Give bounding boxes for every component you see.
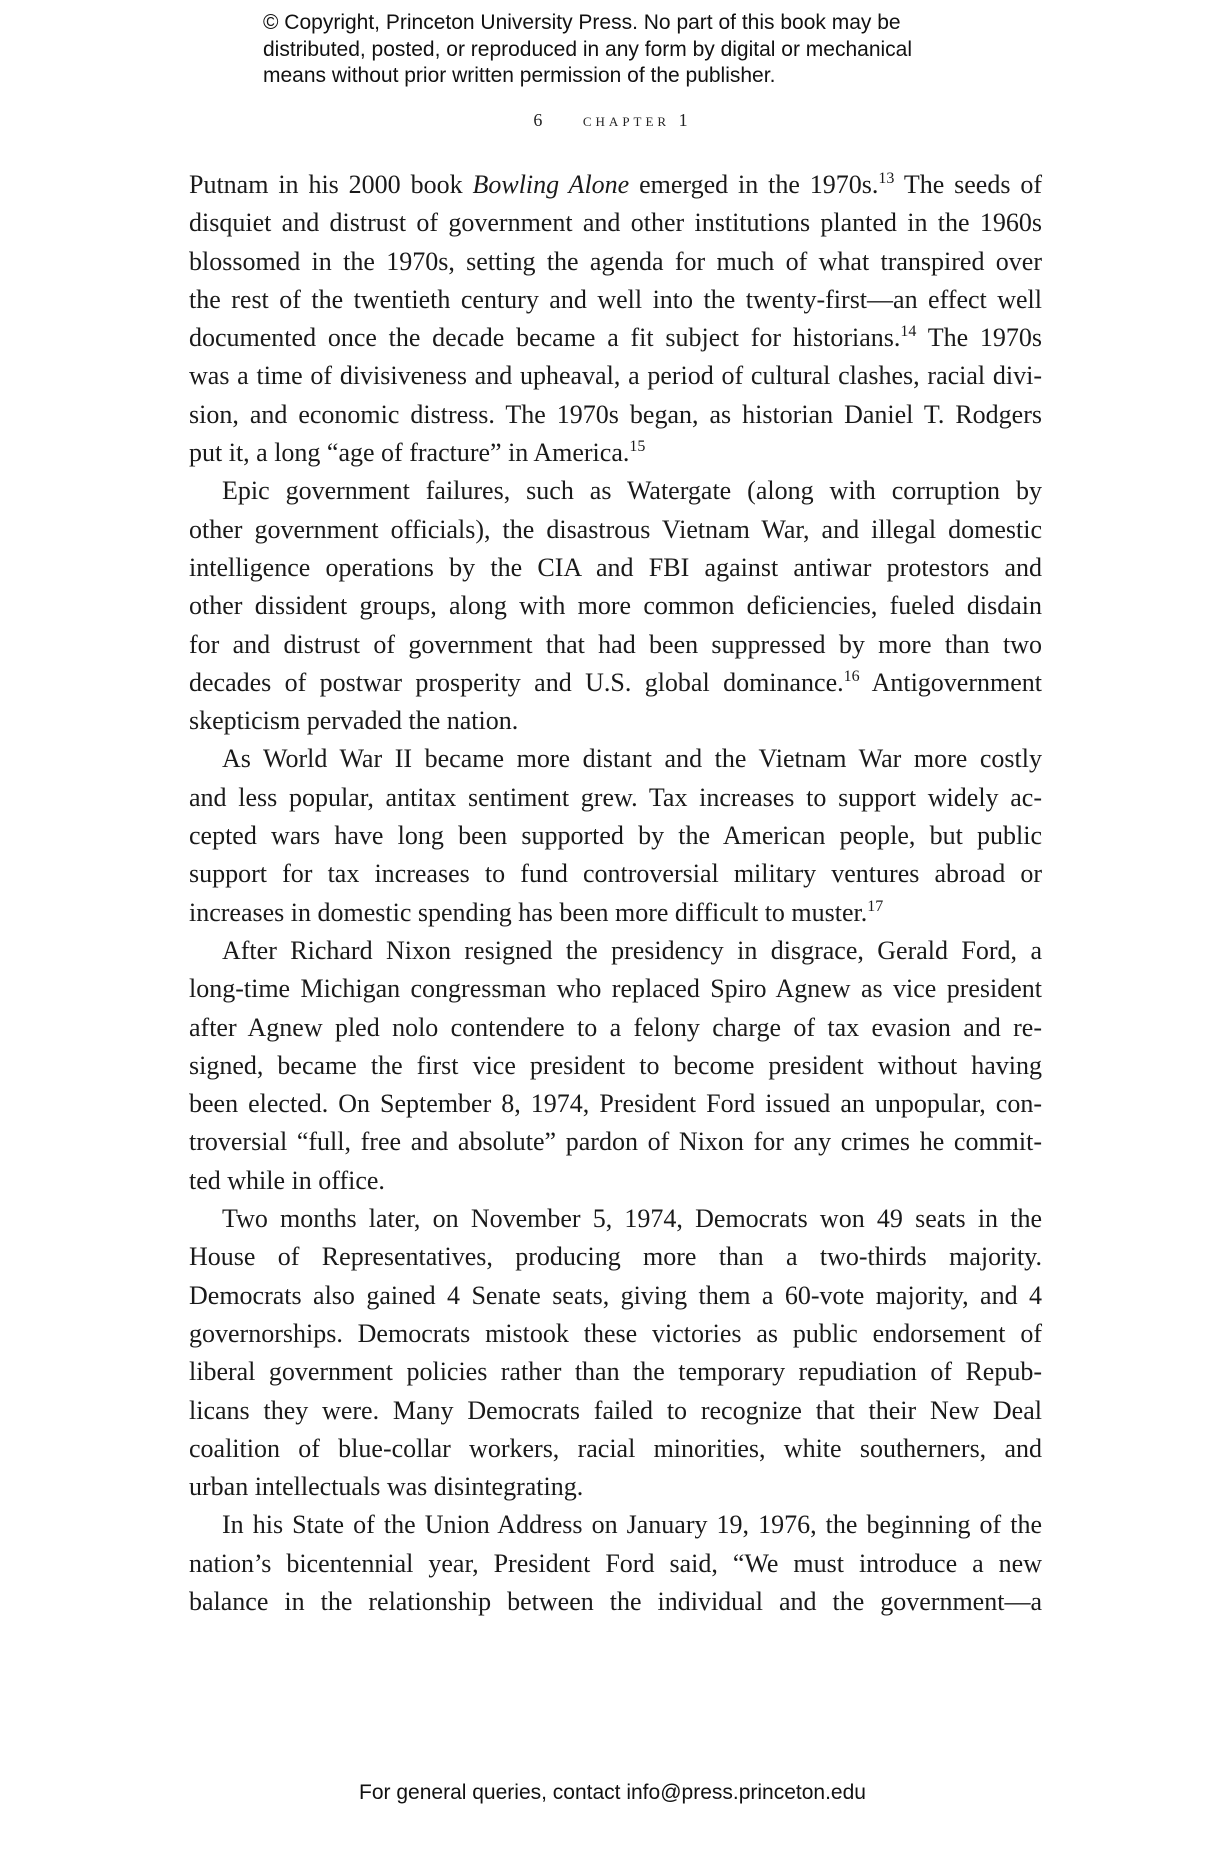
text-line: intelligence operations by the CIA and FBI against antiwar protestors and xyxy=(189,552,1042,582)
text-line: support for tax increases to fund controversial military ventures abroad or xyxy=(189,859,1042,889)
text-line: governorships. Democrats mistook these victories as public endorsement of xyxy=(189,1318,1042,1348)
text-line: skepticism pervaded the nation. xyxy=(189,706,519,736)
text-line: decades of postwar prosperity and U.S. global dominance.$^{16}$ Antigovernment xyxy=(189,667,1042,697)
text-line: After Richard Nixon resigned the presidency in disgrace, Gerald Ford, a xyxy=(222,935,1042,965)
text-line: put it, a long “age of fracture” in America.$^{15}$ xyxy=(189,438,646,468)
text-line: other government officials), the disastrous Vietnam War, and illegal domestic xyxy=(189,514,1042,544)
text-line: coalition of blue-collar workers, racial minorities, white southerners, and xyxy=(189,1433,1042,1463)
text-line: for and distrust of government that had been suppressed by more than two xyxy=(189,629,1042,659)
text-line: House of Representatives, producing more than a two-thirds majority. xyxy=(189,1242,1042,1272)
text-line: In his State of the Union Address on January 19, 1976, the beginning of the xyxy=(222,1510,1042,1540)
chapter-label: chapter 1 xyxy=(582,110,692,130)
copyright-line: distributed, posted, or reproduced in any form by digital or mechanical xyxy=(263,37,913,61)
text-line: long-time Michigan congressman who replaced Spiro Agnew as vice president xyxy=(189,974,1042,1004)
copyright-line: © Copyright, Princeton University Press. No part of this book may be xyxy=(263,11,901,34)
page-number: 6 xyxy=(533,110,546,130)
body-text xyxy=(189,166,1042,1621)
text-line: after Agnew pled nolo contendere to a felony charge of tax evasion and re- xyxy=(189,1012,1042,1042)
text-line: was a time of divisiveness and upheaval, a period of cultural clashes, racial divi- xyxy=(189,361,1042,391)
text-line: disquiet and distrust of government and other institutions planted in the 1960s xyxy=(189,208,1042,238)
text-line: Two months later, on November 5, 1974, Democrats won 49 seats in the xyxy=(222,1204,1042,1234)
text-line: Democrats also gained 4 Senate seats, giving them a 60-vote majority, and 4 xyxy=(189,1280,1042,1310)
running-head xyxy=(0,110,1225,131)
text-line: liberal government policies rather than the temporary repudiation of Repub- xyxy=(189,1357,1042,1387)
text-line: been elected. On September 8, 1974, President Ford issued an unpopular, con- xyxy=(189,1089,1042,1119)
text-line: Putnam in his 2000 book Bowling Alone emerged in the 1970s.$^{13}$ The seeds of xyxy=(189,170,1043,199)
text-line: sion, and economic distress. The 1970s began, as historian Daniel T. Rodgers xyxy=(189,399,1042,429)
copyright-line: means without prior written permission of the publisher. xyxy=(263,64,776,87)
text-line: the rest of the twentieth century and well into the twenty-first—an effect well xyxy=(189,284,1042,314)
text-line: documented once the decade became a fit subject for historians.$^{14}$ The 1970s xyxy=(189,323,1042,353)
text-line: As World War II became more distant and the Vietnam War more costly xyxy=(222,744,1042,774)
text-line: signed, became the first vice president to become president without having xyxy=(189,1050,1042,1080)
text-line: and less popular, antitax sentiment grew. Tax increases to support widely ac- xyxy=(189,782,1042,812)
text-line: cepted wars have long been supported by the American people, but public xyxy=(189,821,1042,851)
text-line: balance in the relationship between the individual and the government—a xyxy=(189,1586,1042,1616)
text-line: ted while in office. xyxy=(189,1165,385,1195)
text-line: Epic government failures, such as Watergate (along with corruption by xyxy=(222,476,1042,506)
text-line: troversial “full, free and absolute” pardon of Nixon for any crimes he commit- xyxy=(189,1127,1042,1157)
text-line: nation’s bicentennial year, President Ford said, “We must introduce a new xyxy=(189,1548,1042,1578)
copyright-notice xyxy=(263,10,1023,90)
text-line: blossomed in the 1970s, setting the agenda for much of what transpired over xyxy=(189,246,1042,276)
text-line: other dissident groups, along with more common deficiencies, fueled disdain xyxy=(189,591,1042,621)
footer-contact: For general queries, contact info@press.princeton.edu xyxy=(359,1781,866,1804)
text-line: increases in domestic spending has been more difficult to muster.$^{17}$ xyxy=(189,897,884,927)
text-line: licans they were. Many Democrats failed to recognize that their New Deal xyxy=(189,1395,1042,1425)
text-line: urban intellectuals was disintegrating. xyxy=(189,1472,584,1502)
